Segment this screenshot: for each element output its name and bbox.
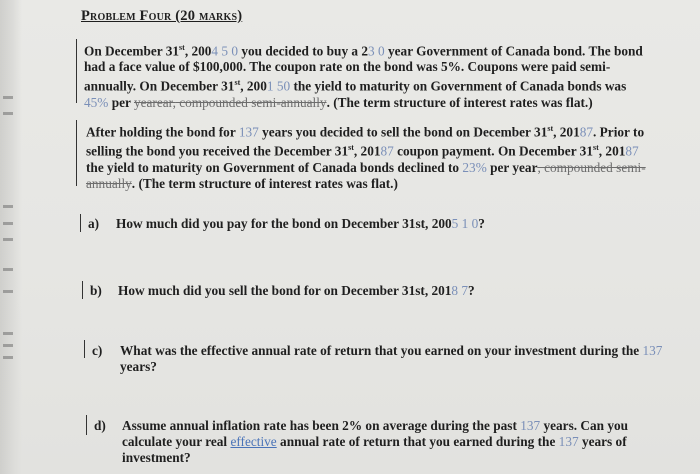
margin-bar [76, 120, 77, 186]
question-c: c) What was the effective annual rate of return that you earned on your investment during the 137 years? [92, 343, 663, 374]
margin-bar [86, 415, 87, 435]
question-label: b) [90, 283, 102, 298]
p2-line-4: annually. (The term structure of interest rates was flat.) [86, 175, 398, 191]
question-label: c) [92, 343, 103, 358]
page-edge [0, 0, 22, 474]
question-label: a) [88, 216, 100, 231]
effective-link: effective [230, 434, 277, 449]
margin-bar [80, 214, 81, 232]
p1-line-3: annually. On December 31st, 2001 50 the yield to maturity on Government of Canada bonds was [84, 78, 627, 94]
question-label: d) [94, 418, 106, 433]
problem-title: Problem Four (20 marks) [81, 8, 243, 24]
p2-line-3: the yield to maturity on Government of Canada bonds declined to 23% per year, compounded semi- [86, 159, 646, 175]
margin-bar [82, 281, 83, 299]
margin-bar [84, 340, 85, 358]
question-b: b) How much did you sell the bond for on December 31st, 2018 7? [90, 283, 475, 298]
margin-bar [76, 39, 77, 103]
question-d: d) Assume annual inflation rate has been 2% on average during the past 137 years. Can you calculate your real effective annual rate of return that you earned during the 137 years of investment? [94, 418, 629, 465]
p1-line-1: On December 31st, 2004 5 0 you decided to buy a 23 0 year Government of Canada bond. The bond [84, 43, 643, 59]
handwritten-edit: 4 5 0 [211, 43, 238, 59]
p1-line-2: had a face value of $100,000. The coupon rate on the bond was 5%. Coupons were paid semi- [84, 59, 611, 75]
paragraph-one [84, 40, 643, 111]
question-a: a) How much did you pay for the bond on December 31st, 2005 1 0? [88, 216, 485, 231]
p2-line-2: selling the bond you received the December 31st, 20187 coupon payment. On December 31st, 20187 [86, 143, 639, 159]
p1-line-4: 45% per yearear, compounded semi-annually. (The term structure of interest rates was flat.) [84, 94, 593, 110]
paragraph-two [86, 121, 646, 192]
p2-line-1: After holding the bond for 137 years you decided to sell the bond on December 31st, 20187. Prior to [86, 124, 645, 140]
